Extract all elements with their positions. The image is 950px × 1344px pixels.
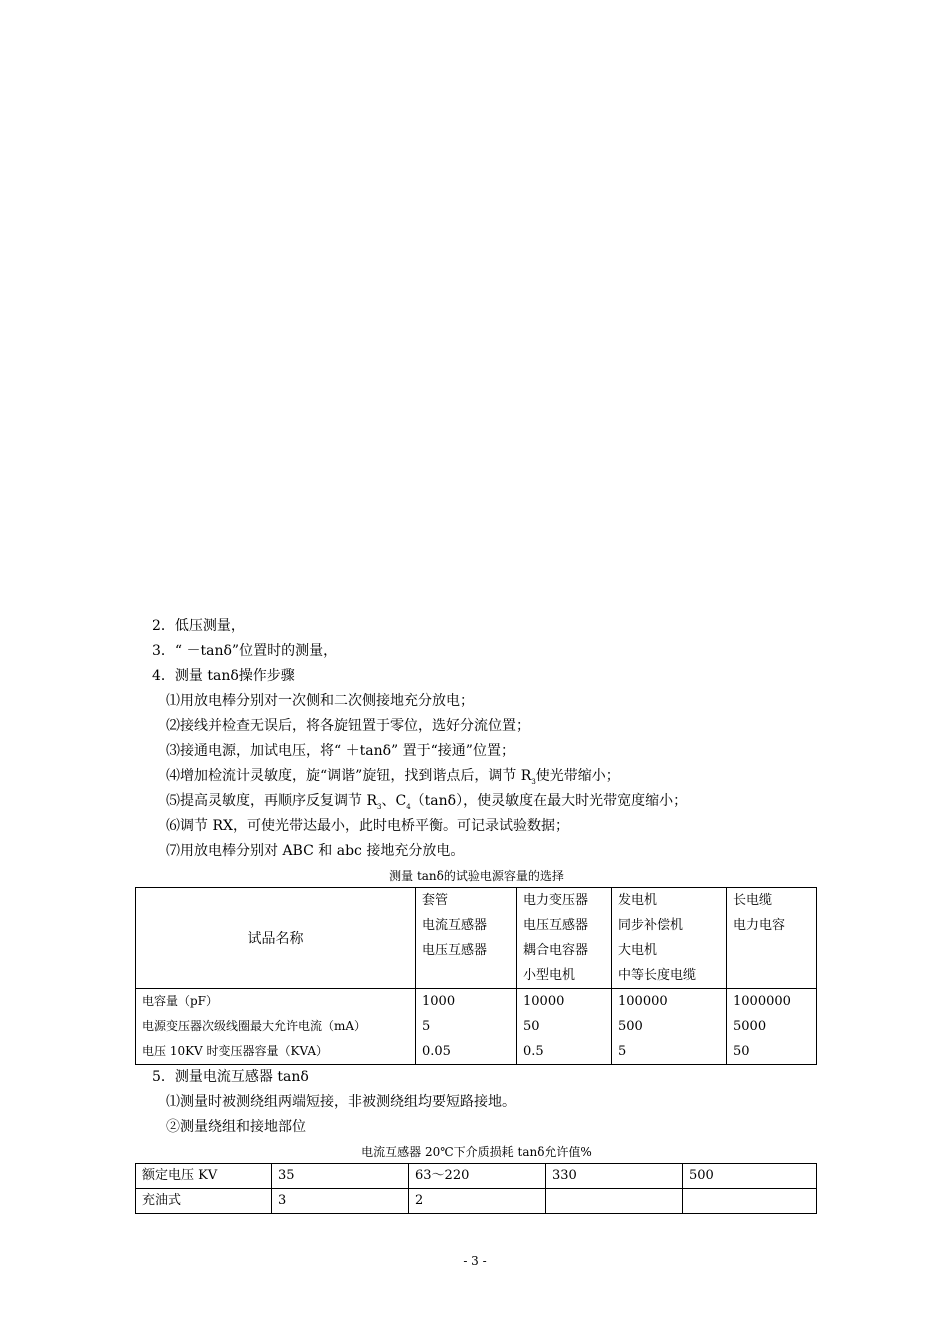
table2-caption: 电流互感器 20℃下介质损耗 tanδ允许值% (361, 1145, 592, 1159)
page-number: - 3 - (463, 1254, 487, 1268)
t2-header-3: 330 (546, 1164, 683, 1189)
power-capacity-table (135, 887, 817, 1065)
t2-row-1: 3 (272, 1189, 409, 1214)
step-4: ⑷增加检流计灵敏度，旋“调谐”旋钮，找到谐点后，调节 $R_3$使光带缩小； (166, 768, 620, 786)
t2-row-4 (683, 1189, 817, 1214)
col-header-4: 长电缆 电力电容 (727, 888, 817, 989)
t2-row-3 (546, 1189, 683, 1214)
values-col-2: 10000 50 0.5 (517, 989, 612, 1065)
step-1: ⑴用放电棒分别对一次侧和二次侧接地充分放电； (166, 693, 474, 709)
col-header-2: 电力变压器 电压互感器 耦合电容器 小型电机 (517, 888, 612, 989)
t2-row-2: 2 (409, 1189, 546, 1214)
row-labels: 电容量（pF） 电源变压器次级线圈最大允许电流（mA） 电压 10KV 时变压器容量（KVA） (136, 989, 416, 1065)
step-6: ⑹调节 RX，可使光带达最小，此时电桥平衡。可记录试验数据； (166, 818, 569, 834)
heading-minus-tan: 3．“ －tanδ”位置时的测量， (152, 643, 338, 659)
heading-steps: 4．测量 tanδ操作步骤 (152, 668, 295, 684)
table1-caption: 测量 tanδ的试验电源容量的选择 (389, 869, 564, 883)
heading-ct-tan: 5．测量电流互感器 tanδ (152, 1069, 309, 1085)
step-2: ⑵接线并检查无误后，将各旋钮置于零位，选好分流位置； (166, 718, 530, 734)
col-header-1: 套管 电流互感器 电压互感器 (416, 888, 517, 989)
step-7: ⑺用放电棒分别对 ABC 和 abc 接地充分放电。 (166, 843, 465, 859)
step-5: ⑸提高灵敏度，再顺序反复调节 $R_3$、$C_4(\tan\delta)$，使灵敏度在最大时光带宽度缩小； (166, 793, 688, 811)
col-header-3: 发电机 同步补偿机 大电机 中等长度电缆 (612, 888, 727, 989)
t2-header-1: 35 (272, 1164, 409, 1189)
ct-loss-table (135, 1163, 817, 1214)
values-col-4: 1000000 5000 50 (727, 989, 817, 1065)
values-col-1: 1000 5 0.05 (416, 989, 517, 1065)
ct-step-1: ⑴测量时被测绕组两端短接，非被测绕组均要短路接地。 (166, 1094, 516, 1110)
name-header: 试品名称 (136, 888, 416, 989)
ct-step-2: ②测量绕组和接地部位 (166, 1119, 306, 1135)
values-col-3: 100000 500 5 (612, 989, 727, 1065)
t2-header-4: 500 (683, 1164, 817, 1189)
t2-header-0: 额定电压 KV (136, 1164, 272, 1189)
t2-header-2: 63～220 (409, 1164, 546, 1189)
heading-low-voltage: 2．低压测量， (152, 618, 245, 634)
t2-row-0: 充油式 (136, 1189, 272, 1214)
step-3: ⑶接通电源，加试电压，将“ ＋tanδ” 置于“接通”位置； (166, 743, 515, 759)
